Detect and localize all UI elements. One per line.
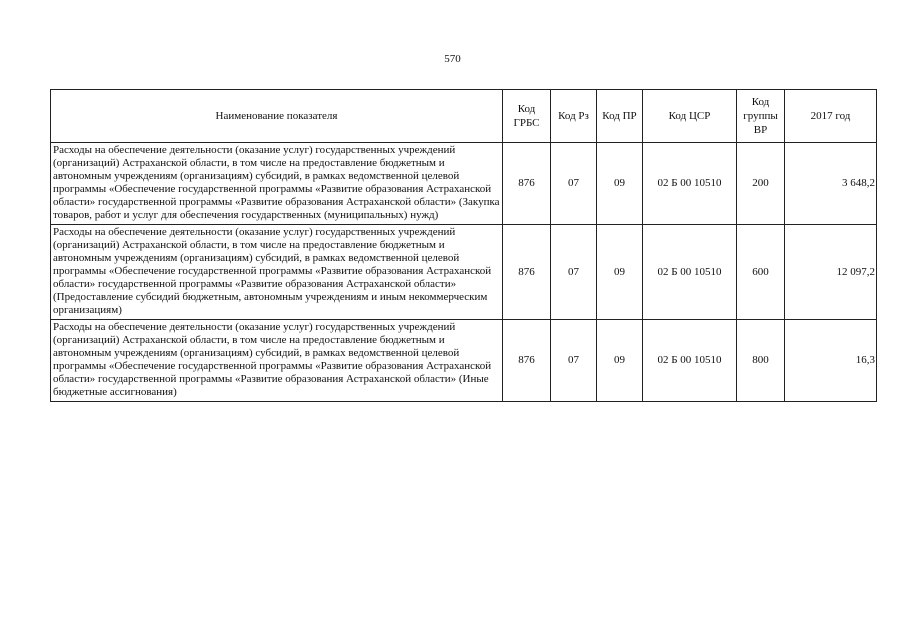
header-grbs: Код ГРБС (503, 90, 551, 143)
row-description: Расходы на обеспечение деятельности (оказание услуг) государственных учреждений (организаций) Астраханской области, в том числе на предоставление бюджетным и автономным учреждениям (организациям) субсидий, в рамках ведомственной целевой программы «Обеспечение государственной программы «Развитие образования Астраханской области» государственной программы «Развитие образования Астраханской области» (Закупка товаров, работ и услуг для обеспечения государственных (муниципальных) нужд) (51, 143, 503, 225)
row-amount: 3 648,2 (785, 143, 877, 225)
row-rz: 07 (551, 225, 597, 320)
row-amount: 12 097,2 (785, 225, 877, 320)
table-row (51, 225, 877, 320)
row-description: Расходы на обеспечение деятельности (оказание услуг) государственных учреждений (организаций) Астраханской области, в том числе на предоставление бюджетным и автономным учреждениям (организациям) субсидий, в рамках ведомственной целевой программы «Обеспечение государственной программы «Развитие образования Астраханской области» государственной программы «Развитие образования Астраханской области» (Иные бюджетные ассигнования) (51, 320, 503, 402)
row-description: Расходы на обеспечение деятельности (оказание услуг) государственных учреждений (организаций) Астраханской области, в том числе на предоставление бюджетным и автономным учреждениям (организациям) субсидий, в рамках ведомственной целевой программы «Обеспечение государственной программы «Развитие образования Астраханской области» государственной программы «Развитие образования Астраханской области» (Предоставление субсидий бюджетным, автономным учреждениям и иным некоммерческим организациям) (51, 225, 503, 320)
budget-table (50, 89, 877, 402)
row-pr: 09 (597, 225, 643, 320)
page-number: 570 (444, 53, 461, 65)
row-grbs: 876 (503, 225, 551, 320)
header-csr: Код ЦСР (643, 90, 737, 143)
row-rz: 07 (551, 320, 597, 402)
row-rz: 07 (551, 143, 597, 225)
row-grbs: 876 (503, 320, 551, 402)
row-pr: 09 (597, 143, 643, 225)
row-pr: 09 (597, 320, 643, 402)
header-name: Наименование показателя (51, 90, 503, 143)
header-rz: Код Рз (551, 90, 597, 143)
row-csr: 02 Б 00 10510 (643, 225, 737, 320)
row-amount: 16,3 (785, 320, 877, 402)
header-year: 2017 год (785, 90, 877, 143)
row-csr: 02 Б 00 10510 (643, 320, 737, 402)
table-row (51, 320, 877, 402)
row-csr: 02 Б 00 10510 (643, 143, 737, 225)
table-header-row (51, 90, 877, 143)
table-row (51, 143, 877, 225)
row-grbs: 876 (503, 143, 551, 225)
row-vr: 800 (737, 320, 785, 402)
header-pr: Код ПР (597, 90, 643, 143)
row-vr: 200 (737, 143, 785, 225)
header-vr: Код группы ВР (737, 90, 785, 143)
row-vr: 600 (737, 225, 785, 320)
